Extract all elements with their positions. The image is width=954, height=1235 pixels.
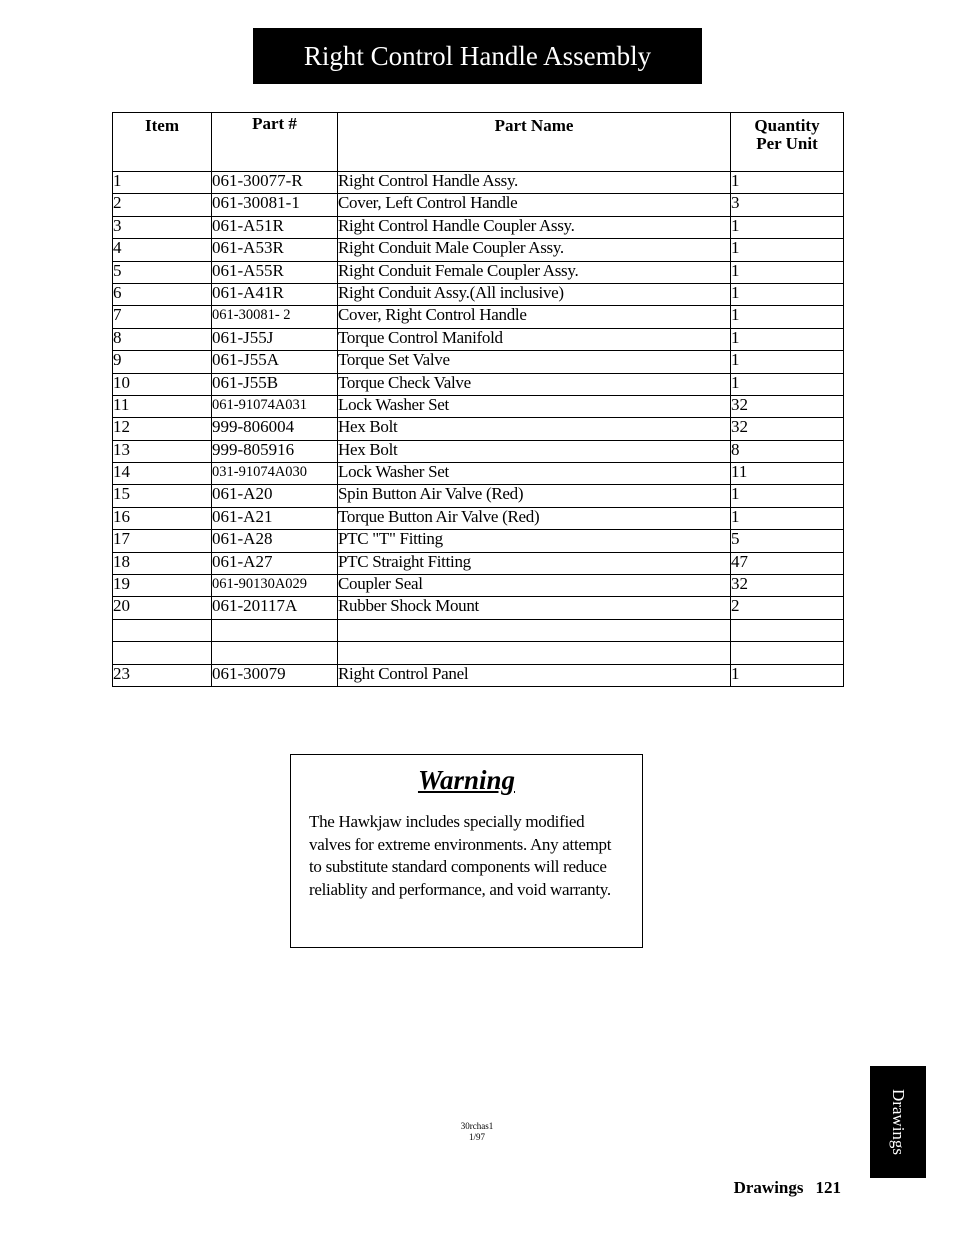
table-row (113, 552, 844, 574)
cell-item: 6 (113, 283, 212, 305)
table-row (113, 239, 844, 261)
cell-item: 13 (113, 440, 212, 462)
cell-part-number: 061-20117A (212, 597, 338, 619)
table-row (113, 328, 844, 350)
parts-table-body (113, 172, 844, 687)
cell-part-name: Cover, Left Control Handle (338, 194, 731, 216)
page-number: 121 (815, 1178, 841, 1197)
cell-part-name: PTC "T" Fitting (338, 530, 731, 552)
cell-part-number: 061-A21 (212, 507, 338, 529)
header-part-name: Part Name (338, 113, 731, 172)
table-row (113, 373, 844, 395)
cell-quantity: 1 (731, 664, 844, 686)
header-quantity-line2: Per Unit (756, 134, 818, 153)
cell-item (113, 642, 212, 664)
cell-part-name: Torque Button Air Valve (Red) (338, 507, 731, 529)
cell-part-name: Right Conduit Male Coupler Assy. (338, 239, 731, 261)
warning-text (309, 811, 639, 901)
table-row (113, 507, 844, 529)
cell-quantity: 32 (731, 418, 844, 440)
cell-item: 11 (113, 395, 212, 417)
cell-part-number: 061-J55B (212, 373, 338, 395)
cell-part-name (338, 619, 731, 641)
cell-part-number (212, 642, 338, 664)
table-row (113, 440, 844, 462)
cell-item: 20 (113, 597, 212, 619)
cell-item: 15 (113, 485, 212, 507)
cell-quantity: 1 (731, 261, 844, 283)
cell-part-name: Right Control Panel (338, 664, 731, 686)
cell-part-number (212, 619, 338, 641)
document-code (437, 1121, 517, 1143)
page-footer (734, 1178, 841, 1198)
cell-part-number: 061-A51R (212, 216, 338, 238)
cell-part-number: 061-A27 (212, 552, 338, 574)
cell-part-number: 061-A55R (212, 261, 338, 283)
table-row (113, 283, 844, 305)
cell-part-name: Rubber Shock Mount (338, 597, 731, 619)
cell-part-name: Spin Button Air Valve (Red) (338, 485, 731, 507)
cell-part-number: 061-A53R (212, 239, 338, 261)
cell-quantity: 32 (731, 575, 844, 597)
table-row (113, 463, 844, 485)
warning-line: valves for extreme environments. Any attempt (309, 834, 612, 854)
cell-item: 3 (113, 216, 212, 238)
cell-part-number: 999-806004 (212, 418, 338, 440)
cell-item: 18 (113, 552, 212, 574)
cell-item: 4 (113, 239, 212, 261)
cell-part-number: 061-91074A031 (212, 395, 338, 417)
cell-part-number: 061-A28 (212, 530, 338, 552)
cell-part-name: Torque Control Manifold (338, 328, 731, 350)
cell-part-name: Coupler Seal (338, 575, 731, 597)
table-row (113, 530, 844, 552)
parts-table (112, 112, 844, 687)
cell-quantity: 32 (731, 395, 844, 417)
cell-quantity: 1 (731, 216, 844, 238)
table-row (113, 642, 844, 664)
table-row (113, 619, 844, 641)
cell-part-name: Torque Set Valve (338, 351, 731, 373)
cell-part-number: 061-90130A029 (212, 575, 338, 597)
table-row (113, 172, 844, 194)
cell-item: 8 (113, 328, 212, 350)
cell-item: 17 (113, 530, 212, 552)
cell-quantity: 3 (731, 194, 844, 216)
cell-quantity: 5 (731, 530, 844, 552)
table-row (113, 395, 844, 417)
cell-quantity: 8 (731, 440, 844, 462)
cell-quantity: 11 (731, 463, 844, 485)
header-part-number: Part # (212, 113, 338, 172)
cell-part-number: 061-30077-R (212, 172, 338, 194)
cell-part-name: Lock Washer Set (338, 463, 731, 485)
table-row (113, 597, 844, 619)
cell-part-number: 061-A20 (212, 485, 338, 507)
cell-item: 12 (113, 418, 212, 440)
table-row (113, 485, 844, 507)
cell-part-name: Cover, Right Control Handle (338, 306, 731, 328)
cell-quantity: 1 (731, 328, 844, 350)
cell-part-name: Hex Bolt (338, 418, 731, 440)
header-quantity-line1: Quantity (754, 116, 820, 135)
cell-quantity: 2 (731, 597, 844, 619)
cell-part-name: Hex Bolt (338, 440, 731, 462)
cell-quantity: 1 (731, 351, 844, 373)
cell-item: 1 (113, 172, 212, 194)
warning-line: reliablity and performance, and void warranty. (309, 879, 611, 899)
table-row (113, 575, 844, 597)
cell-part-number: 061-A41R (212, 283, 338, 305)
cell-item: 5 (113, 261, 212, 283)
cell-item: 14 (113, 463, 212, 485)
cell-part-name (338, 642, 731, 664)
table-row (113, 194, 844, 216)
cell-part-number: 061-30081- 2 (212, 306, 338, 328)
document-code-date: 1/97 (468, 1132, 485, 1142)
cell-quantity: 1 (731, 239, 844, 261)
cell-part-name: Lock Washer Set (338, 395, 731, 417)
footer-section: Drawings (733, 1178, 804, 1197)
table-row (113, 418, 844, 440)
cell-quantity: 1 (731, 485, 844, 507)
cell-item: 2 (113, 194, 212, 216)
header-item: Item (113, 113, 212, 172)
table-row (113, 664, 844, 686)
cell-part-name: Right Control Handle Assy. (338, 172, 731, 194)
warning-title: Warning (417, 765, 516, 795)
table-row (113, 351, 844, 373)
cell-quantity: 1 (731, 283, 844, 305)
warning-line: to substitute standard components will reduce (309, 857, 607, 876)
table-row (113, 306, 844, 328)
cell-part-name: Right Control Handle Coupler Assy. (338, 216, 731, 238)
cell-quantity (731, 642, 844, 664)
page-title: Right Control Handle Assembly (303, 40, 652, 71)
cell-quantity: 47 (731, 552, 844, 574)
table-header-row (113, 113, 844, 172)
cell-item: 9 (113, 351, 212, 373)
page-title-banner (253, 28, 702, 84)
cell-item: 10 (113, 373, 212, 395)
document-code-id: 30rchas1 (460, 1121, 494, 1131)
section-side-tab-label: Drawings (889, 1088, 909, 1156)
table-row (113, 261, 844, 283)
cell-item: 7 (113, 306, 212, 328)
warning-box (290, 754, 643, 948)
header-quantity (731, 113, 844, 172)
cell-quantity: 1 (731, 507, 844, 529)
cell-part-number: 061-J55A (212, 351, 338, 373)
cell-part-number: 061-30081-1 (212, 194, 338, 216)
cell-part-number: 999-805916 (212, 440, 338, 462)
section-side-tab (870, 1066, 926, 1178)
cell-part-name: Right Conduit Assy.(All inclusive) (338, 283, 731, 305)
cell-part-name: Right Conduit Female Coupler Assy. (338, 261, 731, 283)
table-row (113, 216, 844, 238)
cell-quantity: 1 (731, 172, 844, 194)
cell-item: 19 (113, 575, 212, 597)
cell-part-number: 031-91074A030 (212, 463, 338, 485)
cell-item: 16 (113, 507, 212, 529)
warning-line: The Hawkjaw includes specially modified (309, 812, 585, 831)
cell-quantity: 1 (731, 306, 844, 328)
cell-part-number: 061-J55J (212, 328, 338, 350)
cell-item: 23 (113, 664, 212, 686)
cell-part-name: Torque Check Valve (338, 373, 731, 395)
cell-part-number: 061-30079 (212, 664, 338, 686)
cell-part-name: PTC Straight Fitting (338, 552, 731, 574)
cell-item (113, 619, 212, 641)
cell-quantity (731, 619, 844, 641)
cell-quantity: 1 (731, 373, 844, 395)
